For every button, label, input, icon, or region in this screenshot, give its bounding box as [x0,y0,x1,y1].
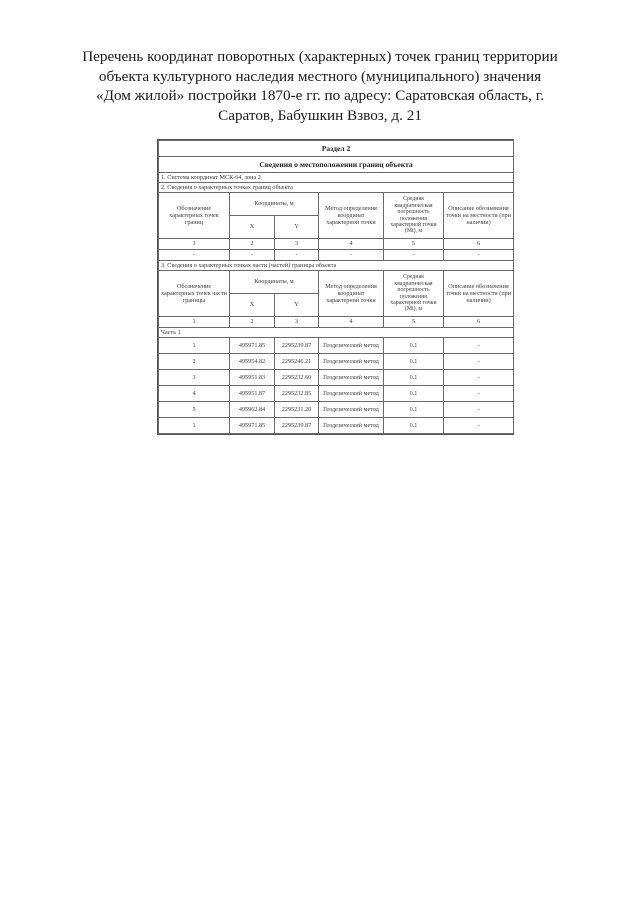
mt-value: 0.1 [384,338,444,354]
column-number: 2 [230,317,275,328]
method-value: Геодезический метод [319,338,384,354]
part-points-info-row: 3. Сведения о характерных точках части (частей) границы объекта [159,261,514,271]
column-number: 3 [275,239,319,250]
table-row [159,354,514,370]
column-number: 1 [159,317,230,328]
point-id: 1 [159,418,230,434]
point-id: 4 [159,386,230,402]
column-number: 3 [275,317,319,328]
y-value: 2295232.85 [275,386,319,402]
header2-accuracy: Средняя квадратическая погрешность положения характерной точки (Mt), м [384,271,444,317]
section-subtitle: Сведения о местоположении границ объекта [159,157,514,173]
mt-value: 0.1 [384,370,444,386]
method-value: Геодезический метод [319,402,384,418]
point-id: 1 [159,338,230,354]
method-value: Геодезический метод [319,370,384,386]
method-value: Геодезический метод [319,418,384,434]
section-title: Раздел 2 [159,141,514,157]
point-id: 2 [159,354,230,370]
document-title [60,47,580,125]
column-number: 5 [384,317,444,328]
empty-cell: - [159,250,230,261]
title-line-4: Саратов, Бабушкин Взвоз, д. 21 [218,106,422,124]
y-value: 2295231.20 [275,402,319,418]
x-value: 495971.85 [230,338,275,354]
mt-value: 0.1 [384,354,444,370]
x-value: 495951.83 [230,370,275,386]
points-info-row: 2. Сведения о характерных точках границ объекта [159,183,514,193]
mt-value: 0.1 [384,386,444,402]
header2-point-label: Обозначение характерных точек части границы [159,271,230,317]
header-x: X [230,216,275,239]
header-y: Y [275,216,319,239]
table-row [159,418,514,434]
header-description: Описание обозначения точки на местности (при наличии) [444,193,514,239]
header2-coordinates: Координаты, м [230,271,319,294]
empty-cell: - [230,250,275,261]
header-coordinates: Координаты, м [230,193,319,216]
y-value: 2295232.60 [275,370,319,386]
header-accuracy: Средняя квадратическая погрешность положения характерной точки (Mt), м [384,193,444,239]
y-value: 2295246.21 [275,354,319,370]
column-number: 6 [444,239,514,250]
desc-value: - [444,418,514,434]
empty-cell: - [384,250,444,261]
coordinate-system-row: 1. Система координат МСК-64, зона 2 [159,173,514,183]
mt-value: 0.1 [384,418,444,434]
desc-value: - [444,402,514,418]
title-line-3: «Дом жилой» постройки 1870-е гг. по адресу: Саратовская область, г. [95,87,545,105]
point-id: 5 [159,402,230,418]
desc-value: - [444,338,514,354]
column-number: 2 [230,239,275,250]
desc-value: - [444,370,514,386]
title-line-2: объекта культурного наследия местного (муниципального) значения [98,67,542,85]
header-method: Метод определения координат характерной точки [319,193,384,239]
coordinates-sheet [157,139,514,435]
x-value: 495971.85 [230,418,275,434]
header2-x: X [230,294,275,317]
table-row [159,338,514,354]
desc-value: - [444,386,514,402]
column-number: 5 [384,239,444,250]
method-value: Геодезический метод [319,386,384,402]
table-row [159,370,514,386]
y-value: 2295239.87 [275,338,319,354]
header-point-label: Обозначение характерных точек границ [159,193,230,239]
empty-cell: - [319,250,384,261]
column-number: 6 [444,317,514,328]
column-number: 4 [319,317,384,328]
empty-cell: - [444,250,514,261]
part-label: Часть 1 [159,328,514,338]
header2-description: Описание обозначения точки на местности (при наличии) [444,271,514,317]
x-value: 495951.87 [230,386,275,402]
title-line-1: Перечень координат поворотных (характерных) точек границ территории [82,48,558,65]
y-value: 2295239.87 [275,418,319,434]
coordinates-table [158,140,514,434]
x-value: 495954.82 [230,354,275,370]
mt-value: 0.1 [384,402,444,418]
table-row [159,386,514,402]
x-value: 495962.84 [230,402,275,418]
method-value: Геодезический метод [319,354,384,370]
header2-method: Метод определения координат характерной точки [319,271,384,317]
table-row [159,402,514,418]
column-number: 4 [319,239,384,250]
column-number: 1 [159,239,230,250]
header2-y: Y [275,294,319,317]
desc-value: - [444,354,514,370]
point-id: 3 [159,370,230,386]
empty-cell: - [275,250,319,261]
